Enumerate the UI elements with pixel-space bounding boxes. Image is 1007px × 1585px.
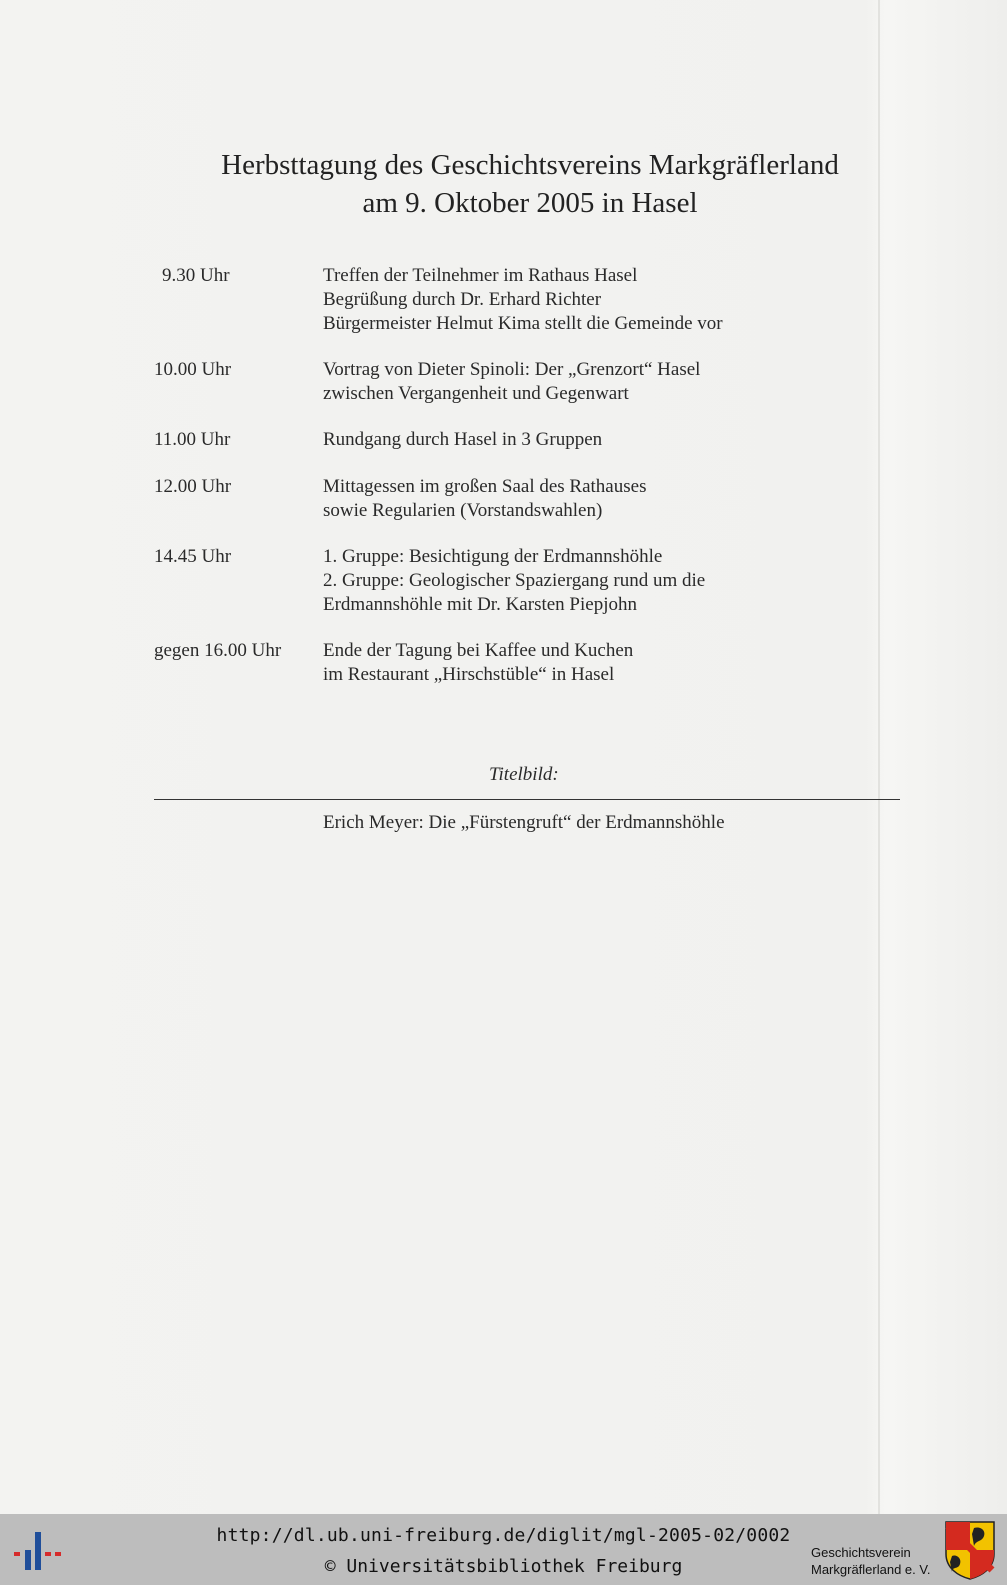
page-title: [150, 146, 910, 222]
schedule-description: [323, 639, 863, 687]
society-name-line: Geschichtsverein: [811, 1545, 911, 1560]
schedule-description: [323, 545, 863, 617]
society-name-line: Markgräflerland e. V.: [811, 1562, 931, 1577]
coat-of-arms-icon: [944, 1520, 996, 1580]
schedule-time: 11.00 Uhr: [154, 429, 231, 450]
schedule-description: [323, 428, 863, 452]
description-line: zwischen Vergangenheit und Gegenwart: [323, 383, 629, 404]
description-line: Vortrag von Dieter Spinoli: Der „Grenzort“ Hasel: [323, 359, 701, 380]
schedule-time: 10.00 Uhr: [154, 359, 232, 380]
page-fold-shadow: [878, 0, 880, 1514]
description-line: Erdmannshöhle mit Dr. Karsten Piepjohn: [323, 594, 637, 615]
schedule-time: 14.45 Uhr: [154, 546, 232, 567]
schedule-time: 9.30 Uhr: [162, 265, 230, 286]
schedule-time: 12.00 Uhr: [154, 476, 232, 497]
society-name: [811, 1544, 930, 1578]
cover-label: Titelbild:: [489, 764, 559, 785]
description-line: Begrüßung durch Dr. Erhard Richter: [323, 289, 602, 310]
document-url-link[interactable]: http://dl.ub.uni-freiburg.de/diglit/mgl-2005-02/0002: [216, 1525, 791, 1546]
copyright-text: © Universitätsbibliothek Freiburg: [324, 1556, 683, 1577]
description-line: Mittagessen im großen Saal des Rathauses: [323, 476, 647, 497]
cover-credit: Erich Meyer: Die „Fürstengruft“ der Erdmannshöhle: [323, 812, 725, 833]
footer-bar: [0, 1514, 1007, 1585]
divider-rule: [154, 799, 900, 800]
title-line-1: Herbsttagung des Geschichtsvereins Markgräflerland: [221, 149, 839, 181]
description-line: Bürgermeister Helmut Kima stellt die Gemeinde vor: [323, 313, 723, 334]
description-line: 2. Gruppe: Geologischer Spaziergang rund um die: [323, 570, 706, 591]
schedule-description: [323, 475, 863, 523]
description-line: Treffen der Teilnehmer im Rathaus Hasel: [323, 265, 638, 286]
description-line: Rundgang durch Hasel in 3 Gruppen: [323, 429, 603, 450]
description-line: sowie Regularien (Vorstandswahlen): [323, 500, 603, 521]
title-line-2: am 9. Oktober 2005 in Hasel: [362, 187, 698, 219]
schedule-description: [323, 358, 863, 406]
description-line: 1. Gruppe: Besichtigung der Erdmannshöhle: [323, 546, 663, 567]
description-line: Ende der Tagung bei Kaffee und Kuchen: [323, 640, 634, 661]
description-line: im Restaurant „Hirschstüble“ in Hasel: [323, 664, 615, 685]
schedule-description: [323, 264, 863, 336]
schedule-time: gegen 16.00 Uhr: [154, 640, 282, 661]
